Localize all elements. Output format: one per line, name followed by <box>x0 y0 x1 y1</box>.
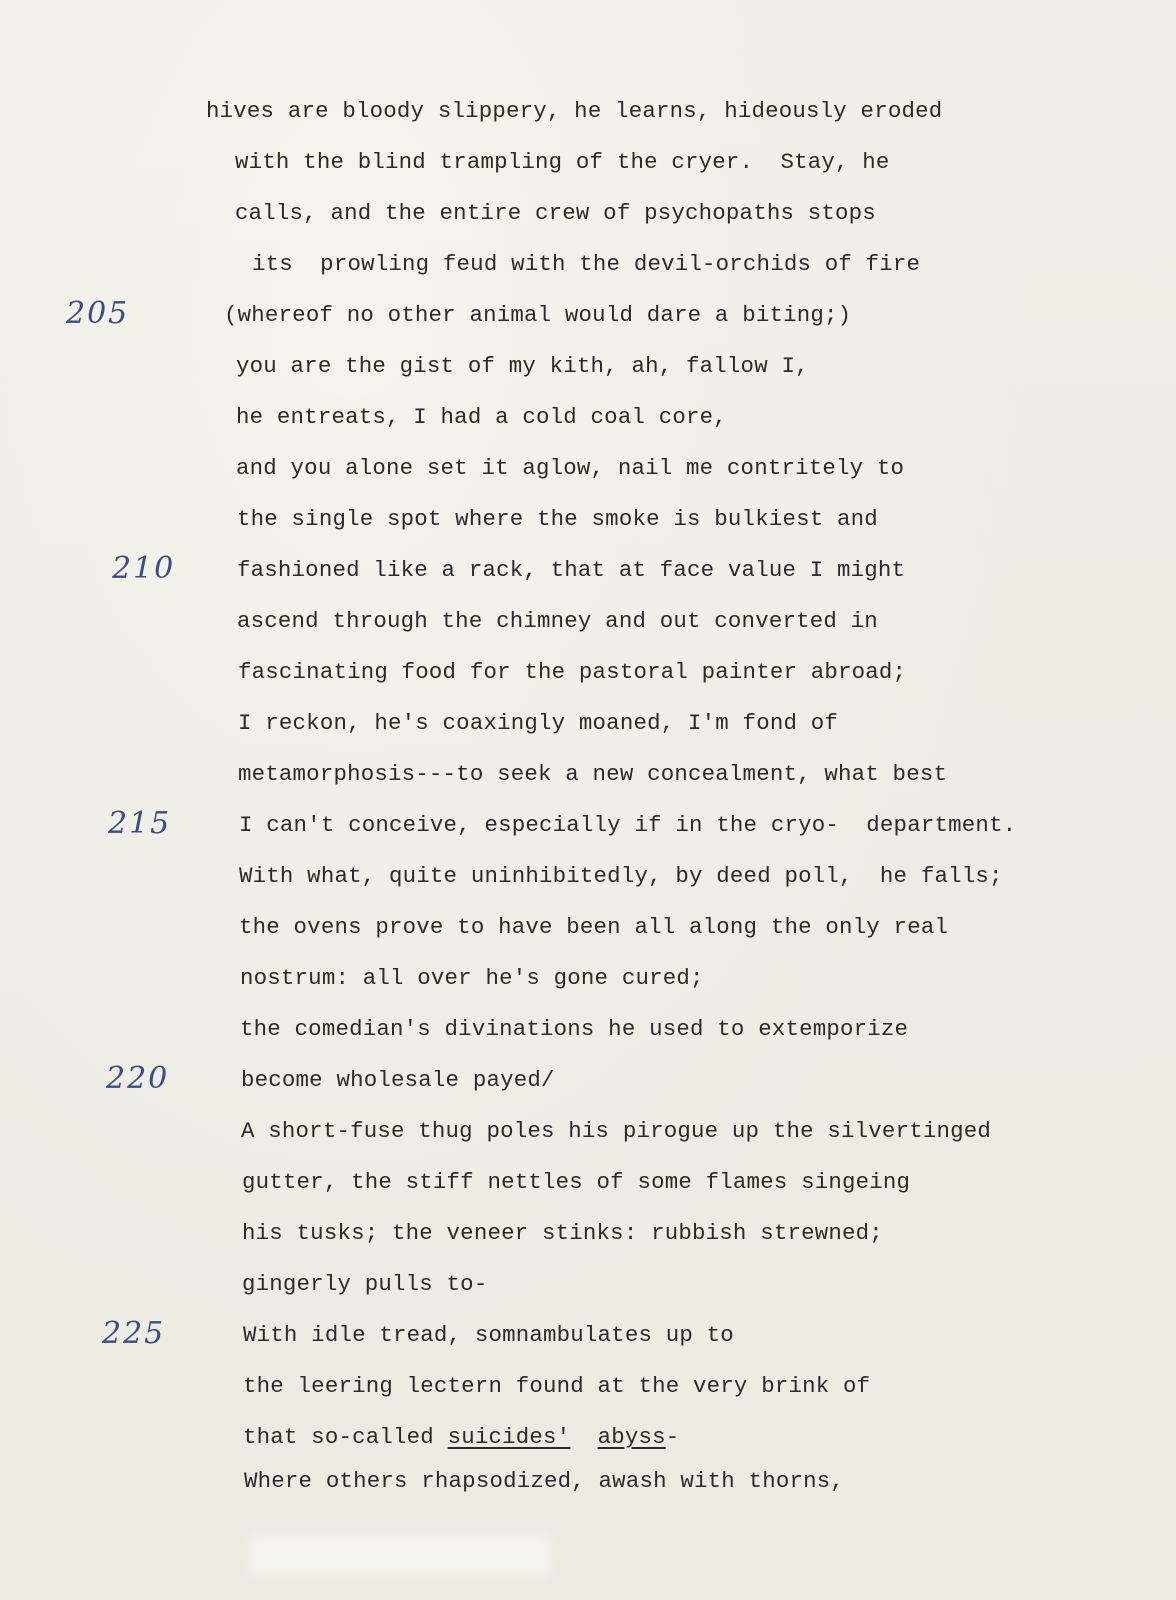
poem-line: fascinating food for the pastoral painter abroad; <box>238 659 907 685</box>
underlined-word: abyss <box>597 1424 666 1450</box>
paper-smudge <box>250 1535 550 1575</box>
poem-line: the comedian's divinations he used to extemporize <box>240 1016 909 1042</box>
poem-line: and you alone set it aglow, nail me contritely to <box>236 455 905 481</box>
line-segment <box>570 1424 597 1450</box>
line-segment: - <box>665 1424 680 1450</box>
poem-line: gingerly pulls to- <box>242 1271 488 1297</box>
margin-line-number: 210 <box>112 551 176 586</box>
poem-line: metamorphosis---to seek a new concealment, what best <box>238 761 948 787</box>
poem-line: the single spot where the smoke is bulkiest and <box>237 506 878 532</box>
poem-line: the ovens prove to have been all along the only real <box>239 914 949 940</box>
poem-line: Where others rhapsodized, awash with thorns, <box>244 1468 845 1494</box>
line-segment: that so-called <box>243 1424 448 1450</box>
poem-line: its prowling feud with the devil-orchids of fire <box>252 251 921 277</box>
poem-line: I can't conceive, especially if in the cryo- department. <box>239 812 1017 838</box>
poem-line: nostrum: all over he's gone cured; <box>240 965 704 991</box>
margin-line-number: 215 <box>108 806 172 841</box>
poem-line: I reckon, he's coaxingly moaned, I'm fond of <box>238 710 839 736</box>
poem-line: gutter, the stiff nettles of some flames singeing <box>242 1169 911 1195</box>
margin-line-number: 225 <box>102 1316 166 1351</box>
poem-line: fashioned like a rack, that at face value I might <box>237 557 906 583</box>
poem-line: (whereof no other animal would dare a biting;) <box>224 302 852 328</box>
poem-line: he entreats, I had a cold coal core, <box>236 404 727 430</box>
poem-line: A short-fuse thug poles his pirogue up the silvertinged <box>241 1118 992 1144</box>
poem-line: become wholesale payed/ <box>241 1067 555 1093</box>
poem-line: hives are bloody slippery, he learns, hideously eroded <box>206 98 943 124</box>
poem-line: calls, and the entire crew of psychopaths stops <box>235 200 876 226</box>
poem-line: With idle tread, somnambulates up to <box>243 1322 734 1348</box>
poem-line <box>243 1424 679 1450</box>
poem-line: with the blind trampling of the cryer. Stay, he <box>235 149 890 175</box>
margin-line-number: 205 <box>66 296 130 331</box>
poem-line: his tusks; the veneer stinks: rubbish strewned; <box>242 1220 883 1246</box>
poem-line: With what, quite uninhibitedly, by deed poll, he falls; <box>239 863 1003 889</box>
underlined-word: suicides' <box>447 1424 571 1450</box>
poem-line: the leering lectern found at the very brink of <box>243 1373 871 1399</box>
poem-line: you are the gist of my kith, ah, fallow I, <box>236 353 809 379</box>
poem-line: ascend through the chimney and out converted in <box>237 608 878 634</box>
margin-line-number: 220 <box>106 1061 170 1096</box>
